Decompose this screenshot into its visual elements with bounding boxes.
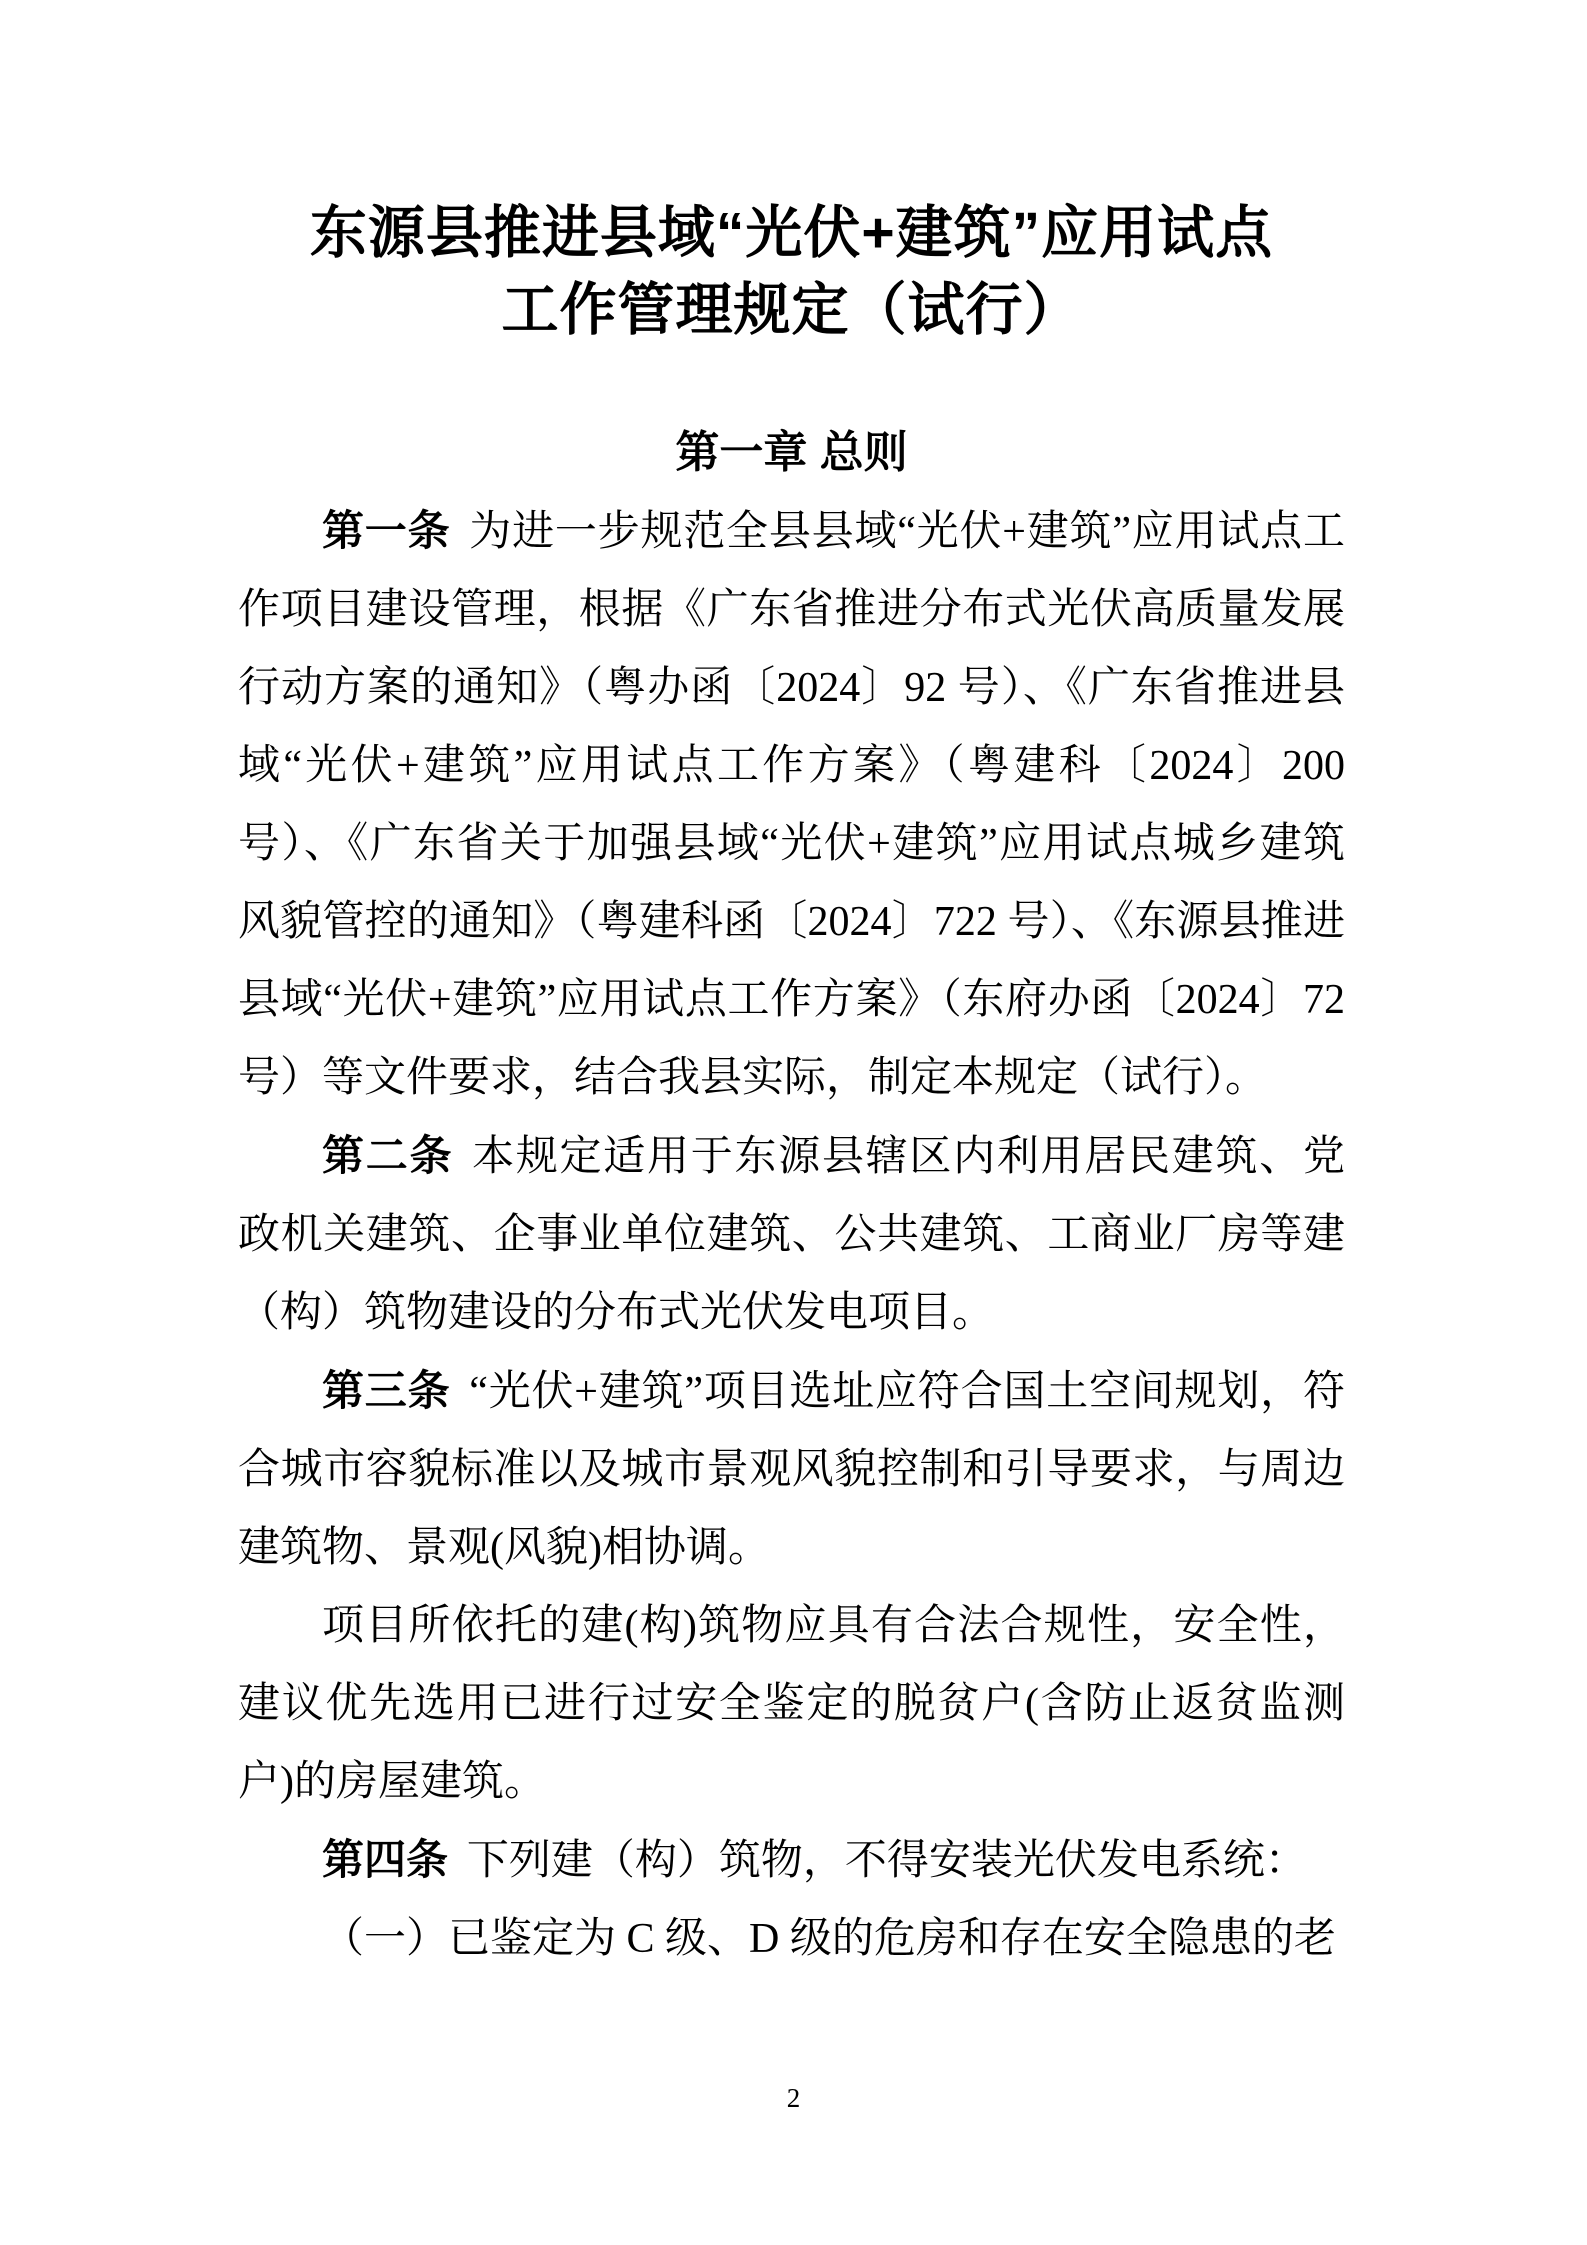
document-title bbox=[238, 195, 1345, 349]
paragraph-text: “光伏+建筑”项目选址应符合国土空间规划，符合城市容貌标准以及城市景观风貌控制和引导要求，与周边建筑物、景观(风貌)相协调。 bbox=[238, 1369, 1345, 1571]
page-number: 2 bbox=[786, 2083, 801, 2113]
paragraph-text: 项目所依托的建(构)筑物应具有合法合规性，安全性，建议优先选用已进行过安全鉴定的脱贫户(含防止返贫监测户)的房屋建筑。 bbox=[238, 1603, 1345, 1805]
paragraph-list bbox=[238, 492, 1345, 1978]
paragraph bbox=[238, 1352, 1345, 1587]
article-number: 第一条 bbox=[322, 507, 451, 554]
document-title-line2: 工作管理规定（试行） bbox=[501, 278, 1082, 342]
paragraph bbox=[238, 1821, 1345, 1900]
article-number: 第四条 bbox=[322, 1836, 449, 1883]
document-title-line1: 东源县推进县域“光伏+建筑”应用试点 bbox=[309, 201, 1274, 265]
paragraph-text: 下列建（构）筑物，不得安装光伏发电系统： bbox=[466, 1838, 1307, 1884]
paragraph bbox=[238, 1587, 1345, 1821]
paragraph-text: 本规定适用于东源县辖区内利用居民建筑、党政机关建筑、企事业单位建筑、公共建筑、工商业厂房等建（构）筑物建设的分布式光伏发电项目。 bbox=[238, 1134, 1345, 1336]
article-number: 第二条 bbox=[322, 1132, 454, 1179]
chapter-heading: 第一章 总则 bbox=[675, 428, 908, 477]
document-body bbox=[238, 414, 1345, 1978]
paragraph bbox=[238, 1900, 1345, 1978]
paragraph bbox=[238, 1117, 1345, 1352]
paragraph-text: 为进一步规范全县县域“光伏+建筑”应用试点工作项目建设管理，根据《广东省推进分布式光伏高质量发展行动方案的通知》（粤办函〔2024〕92 号）、《广东省推进县域“光伏+建筑”应用试点工作方案》（粤建科〔2024〕200 号）、《广东省关于加强县域“光伏+建筑”应用试点城乡建筑风貌管控的通知》（粤建科函〔2024〕722 号）、《东源县推进县域“光伏+建筑”应用试点工作方案》（东府办函〔2024〕72 号）等文件要求，结合我县实际，制定本规定（试行）。 bbox=[238, 509, 1345, 1101]
paragraph bbox=[238, 492, 1345, 1117]
article-number: 第三条 bbox=[322, 1367, 451, 1414]
paragraph-text: （一）已鉴定为 C 级、D 级的危房和存在安全隐患的老 bbox=[322, 1916, 1336, 1962]
